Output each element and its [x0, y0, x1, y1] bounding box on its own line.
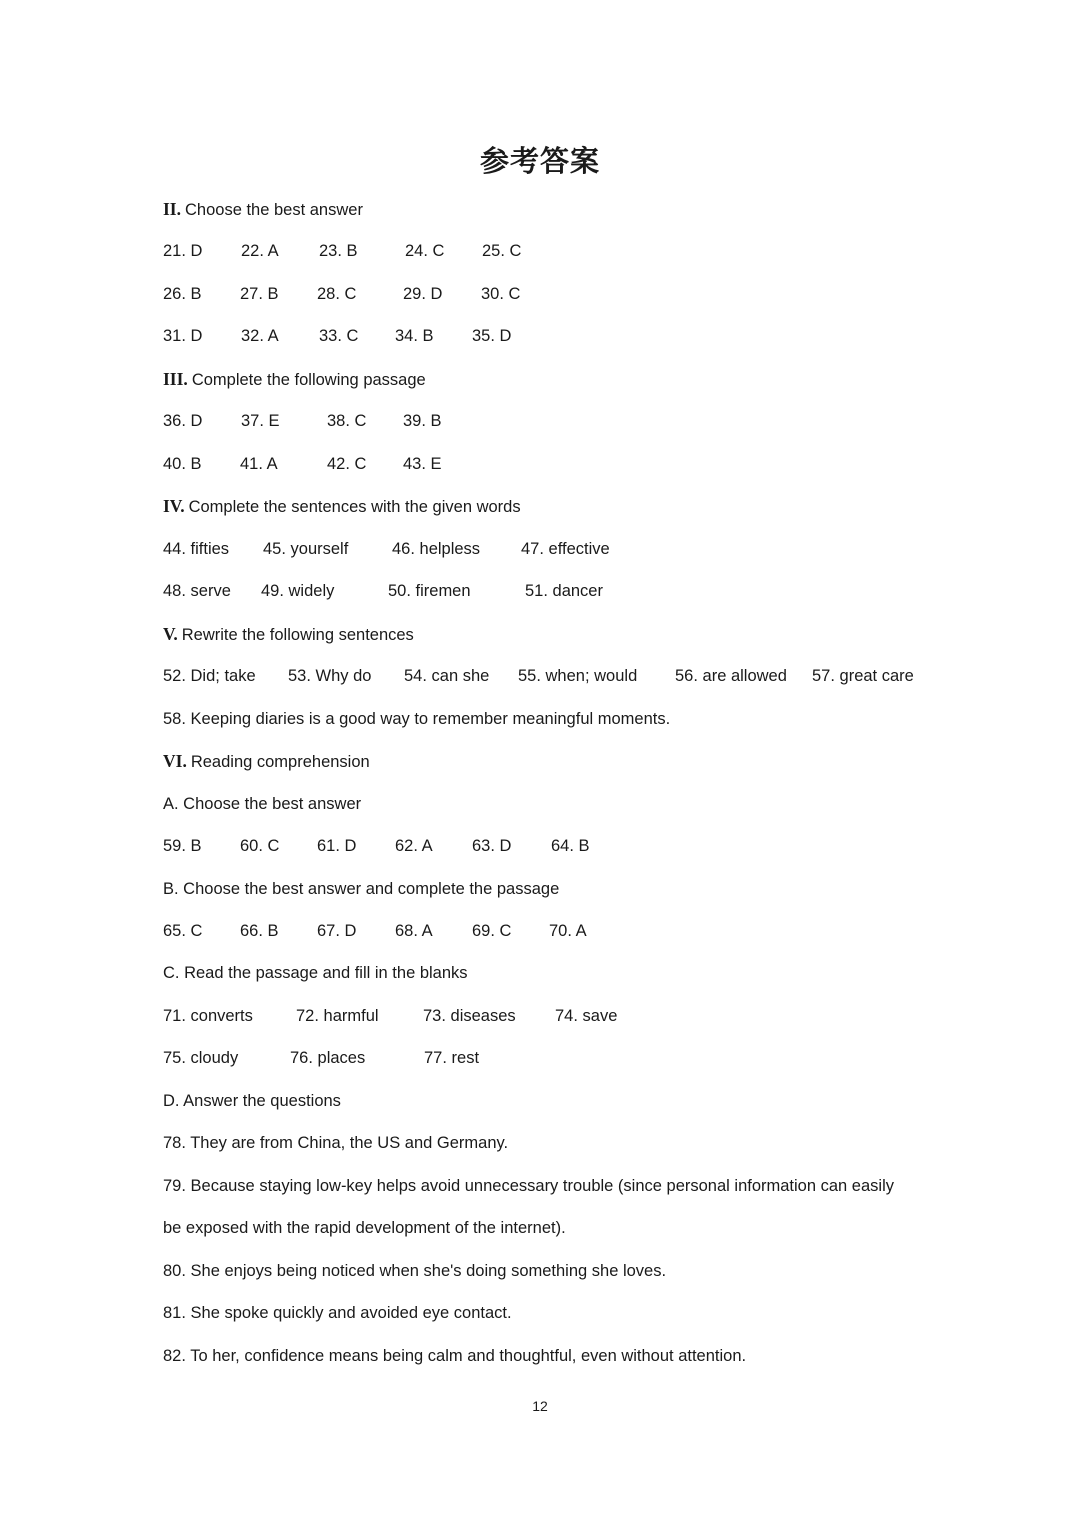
- answer-item: 70. A: [549, 922, 587, 940]
- answer-item: 60. C: [240, 837, 280, 855]
- answer-item: 30. C: [481, 285, 521, 303]
- answer-item: 72. harmful: [296, 1007, 379, 1025]
- page-number: 12: [532, 1398, 548, 1414]
- answer-item: 59. B: [163, 837, 202, 855]
- answer-item: 24. C: [405, 242, 445, 260]
- answer-item: 27. B: [240, 285, 279, 303]
- answer-82: 82. To her, confidence means being calm and thoughtful, even without attention.: [163, 1347, 747, 1365]
- answer-item: 68. A: [395, 922, 433, 940]
- answer-79-continued: be exposed with the rapid development of the internet).: [163, 1219, 566, 1237]
- answer-item: 38. C: [327, 412, 367, 430]
- answer-item: 57. great care: [812, 667, 914, 685]
- answer-item: 26. B: [163, 285, 202, 303]
- answer-item: 53. Why do: [288, 667, 372, 685]
- answer-item: 61. D: [317, 837, 357, 855]
- section-heading-vi: [163, 749, 370, 773]
- page-title: 参考答案: [479, 144, 600, 178]
- section-numeral: V.: [163, 624, 178, 644]
- answer-item: 55. when; would: [518, 667, 638, 685]
- section-numeral: VI.: [163, 751, 187, 771]
- answer-item: 52. Did; take: [163, 667, 256, 685]
- section-numeral: IV.: [163, 496, 185, 516]
- answer-item: 43. E: [403, 455, 442, 473]
- answer-item: 77. rest: [424, 1049, 480, 1067]
- section-title: Choose the best answer: [185, 201, 363, 219]
- answer-item: 63. D: [472, 837, 512, 855]
- answer-item: 31. D: [163, 327, 203, 345]
- answer-item: 71. converts: [163, 1007, 253, 1025]
- answer-item: 37. E: [241, 412, 280, 430]
- answer-item: 45. yourself: [263, 540, 349, 558]
- answer-item: 39. B: [403, 412, 442, 430]
- answer-58: 58. Keeping diaries is a good way to remember meaningful moments.: [163, 710, 671, 728]
- answer-item: 69. C: [472, 922, 512, 940]
- answer-item: 34. B: [395, 327, 434, 345]
- section-heading-v: [163, 622, 414, 646]
- section-heading-iv: [163, 494, 521, 518]
- answer-item: 49. widely: [261, 582, 335, 600]
- section-numeral: II.: [163, 199, 181, 219]
- answer-78: 78. They are from China, the US and Germany.: [163, 1134, 509, 1152]
- answer-79: 79. Because staying low-key helps avoid unnecessary trouble (since personal information can easily: [163, 1177, 894, 1195]
- answer-item: 48. serve: [163, 582, 231, 600]
- answer-item: 66. B: [240, 922, 279, 940]
- answer-item: 35. D: [472, 327, 512, 345]
- answer-80: 80. She enjoys being noticed when she's doing something she loves.: [163, 1262, 667, 1280]
- answer-item: 62. A: [395, 837, 433, 855]
- section-title: Complete the following passage: [191, 371, 426, 389]
- subsection-c-heading: C. Read the passage and fill in the blanks: [163, 964, 468, 982]
- section-title: Rewrite the following sentences: [181, 626, 414, 644]
- answer-item: 28. C: [317, 285, 357, 303]
- section-numeral: III.: [163, 369, 188, 389]
- section-title: Reading comprehension: [190, 753, 370, 771]
- answer-item: 42. C: [327, 455, 367, 473]
- answer-item: 44. fifties: [163, 540, 230, 558]
- section-heading-ii: [163, 197, 363, 221]
- answer-item: 36. D: [163, 412, 203, 430]
- answer-item: 50. firemen: [388, 582, 471, 600]
- answer-item: 41. A: [240, 455, 278, 473]
- answer-item: 54. can she: [404, 667, 490, 685]
- answer-item: 23. B: [319, 242, 358, 260]
- subsection-a-heading: A. Choose the best answer: [163, 795, 362, 813]
- answer-item: 40. B: [163, 455, 202, 473]
- answer-item: 21. D: [163, 242, 203, 260]
- section-title: Complete the sentences with the given words: [188, 498, 521, 516]
- answer-item: 65. C: [163, 922, 203, 940]
- answer-item: 29. D: [403, 285, 443, 303]
- answer-item: 74. save: [555, 1007, 618, 1025]
- answer-item: 76. places: [290, 1049, 366, 1067]
- answer-item: 22. A: [241, 242, 279, 260]
- answer-item: 33. C: [319, 327, 359, 345]
- answer-item: 25. C: [482, 242, 522, 260]
- answer-item: 64. B: [551, 837, 590, 855]
- answer-item: 46. helpless: [392, 540, 481, 558]
- subsection-b-heading: B. Choose the best answer and complete the passage: [163, 880, 560, 898]
- answer-81: 81. She spoke quickly and avoided eye contact.: [163, 1304, 512, 1322]
- answer-item: 51. dancer: [525, 582, 603, 600]
- section-heading-iii: [163, 367, 426, 391]
- subsection-d-heading: D. Answer the questions: [163, 1092, 341, 1110]
- answer-item: 67. D: [317, 922, 357, 940]
- answer-item: 47. effective: [521, 540, 610, 558]
- answer-item: 73. diseases: [423, 1007, 516, 1025]
- answer-item: 75. cloudy: [163, 1049, 239, 1067]
- answer-item: 32. A: [241, 327, 279, 345]
- answer-item: 56. are allowed: [675, 667, 787, 685]
